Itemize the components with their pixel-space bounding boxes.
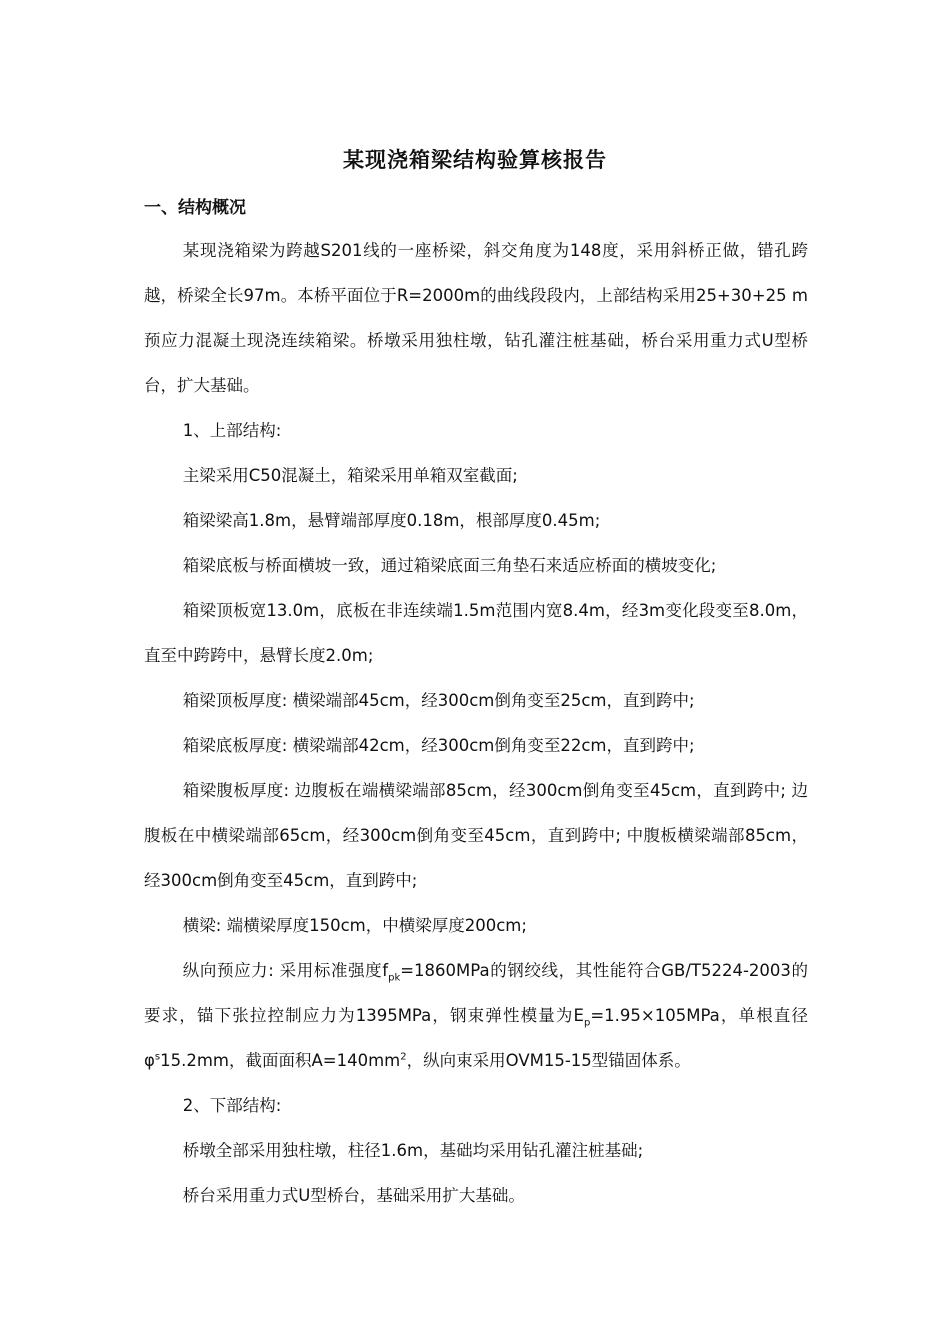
paragraph-prestress [144,948,808,1083]
paragraph-cross-beam: 横梁: 端横梁厚度150cm，中横梁厚度200cm; [182,916,527,935]
paragraph-overview: 某现浇箱梁为跨越S201线的一座桥梁，斜交角度为148度，采用斜桥正做，错孔跨越，桥梁全长97m。本桥平面位于R=2000m的曲线段段内，上部结构采用25+30+25 m预应力混凝土现浇连续箱梁。桥墩采用独柱墩，钻孔灌注桩基础，桥台采用重力式U型桥台，扩大基础。 [144,241,808,395]
prestress-text-d: 15.2mm，截面面积A=140mm [160,1051,401,1070]
prestress-text-a: 纵向预应力: 采用标准强度f [182,961,389,980]
paragraph-bottom-slab-slope: 箱梁底板与桥面横坡一致，通过箱梁底面三角垫石来适应桥面的横坡变化; [182,556,717,575]
paragraph-top-slab-width: 箱梁顶板宽13.0m，底板在非连续端1.5m范围内宽8.4m，经3m变化段变至8.0m，直至中跨跨中，悬臂长度2.0m; [144,601,808,665]
paragraph-abutment: 桥台采用重力式U型桥台，基础采用扩大基础。 [182,1186,525,1205]
paragraph-bottom-slab-thickness: 箱梁底板厚度: 横梁端部42cm，经300cm倒角变至22cm，直到跨中; [182,736,695,755]
paragraph-beam-height: 箱梁梁高1.8m，悬臂端部厚度0.18m，根部厚度0.45m; [182,511,601,530]
prestress-text-c: =1.95×105MPa，单根直径 φ [144,1006,808,1070]
prestress-text-e: ，纵向束采用OVM15-15型锚固体系。 [406,1051,691,1070]
subheading-superstructure: 1、上部结构: [182,421,282,440]
subscript-p: p [583,1017,591,1029]
paragraph-top-slab-thickness: 箱梁顶板厚度: 横梁端部45cm，经300cm倒角变至25cm，直到跨中; [182,691,695,710]
paragraph-main-beam: 主梁采用C50混凝土，箱梁采用单箱双室截面; [182,466,518,485]
document-body [144,228,808,1218]
paragraph-web-thickness: 箱梁腹板厚度: 边腹板在端横梁端部85cm，经300cm倒角变至45cm，直到跨中; 边腹板在中横梁端部65cm，经300cm倒角变至45cm，直到跨中; 中腹板横梁端部85cm，经300cm倒角变至45cm，直到跨中; [144,781,808,890]
prestress-text-b: =1860MPa的钢绞线，其性能符合GB/T5224-2003的要求，锚下张拉控制应力为1395MPa，钢束弹性模量为E [144,961,808,1025]
subheading-substructure: 2、下部结构: [182,1096,282,1115]
superscript-2: 2 [400,1051,407,1063]
subscript-pk: pk [388,972,401,984]
superscript-s: s [154,1051,161,1063]
document-title: 某现浇箱梁结构验算核报告 [343,148,607,172]
paragraph-pier: 桥墩全部采用独柱墩，柱径1.6m，基础均采用钻孔灌注桩基础; [182,1141,644,1160]
section-heading-structure-overview: 一、结构概况 [144,198,246,218]
